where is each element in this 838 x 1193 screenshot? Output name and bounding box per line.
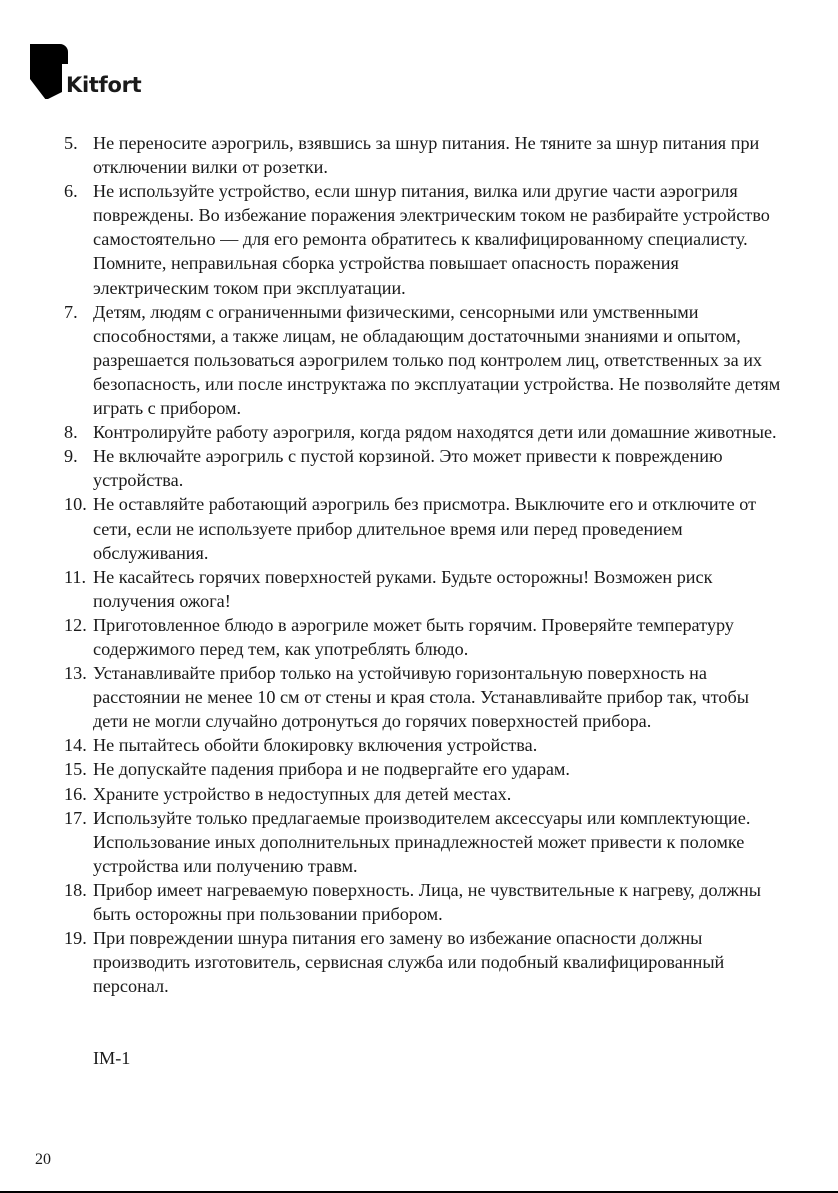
- item-number: 10.: [64, 494, 87, 515]
- list-item: [64, 926, 784, 998]
- list-item: [64, 300, 784, 420]
- list-item: [64, 878, 784, 926]
- item-number: 9.: [64, 446, 78, 467]
- list-item: [64, 806, 784, 878]
- item-text: Не пытайтесь обойти блокировку включения устройства.: [93, 735, 538, 756]
- kitfort-logo: [30, 44, 150, 104]
- list-item: [64, 782, 784, 806]
- item-text: При повреждении шнура питания его замену во избежание опасности должны производить изготовитель, сервисная служба или подобный квалифицированный персонал.: [93, 928, 725, 997]
- item-text: Прибор имеет нагреваемую поверхность. Лица, не чувствительные к нагреву, должны быть осторожны при пользовании прибором.: [93, 879, 761, 924]
- item-text: Не переносите аэрогриль, взявшись за шнур питания. Не тяните за шнур питания при отключении вилки от розетки.: [93, 133, 760, 178]
- item-number: 13.: [64, 663, 87, 684]
- item-number: 19.: [64, 928, 87, 949]
- list-item: [64, 420, 784, 444]
- item-text: Не включайте аэрогриль с пустой корзиной. Это может привести к повреждению устройства.: [93, 446, 723, 491]
- item-text: Не оставляйте работающий аэрогриль без присмотра. Выключите его и отключите от сети, если не используете прибор длительное время или перед проведением обслуживания.: [93, 494, 757, 563]
- list-item: [64, 733, 784, 757]
- item-number: 6.: [64, 181, 78, 202]
- list-item: [64, 131, 784, 179]
- item-number: 7.: [64, 301, 78, 322]
- item-text: Устанавливайте прибор только на устойчивую горизонтальную поверхность на расстоянии не менее 10 см от стены и края стола. Устанавливайте прибор так, чтобы дети не могли случайно дотронуться до горячих поверхностей прибора.: [93, 663, 749, 732]
- list-item: [64, 492, 784, 564]
- list-item: [64, 179, 784, 299]
- list-item: [64, 444, 784, 492]
- page-number: 20: [35, 1151, 51, 1168]
- brand-name: Kitfort: [66, 73, 142, 97]
- kitfort-bookmark-logo-icon: [30, 44, 70, 99]
- item-number: 12.: [64, 614, 87, 635]
- list-item: [64, 757, 784, 781]
- item-text: Приготовленное блюдо в аэрогриле может быть горячим. Проверяйте температуру содержимого перед тем, как употреблять блюдо.: [93, 614, 734, 659]
- item-text: Не допускайте падения прибора и не подвергайте его ударам.: [93, 759, 570, 780]
- item-text: Храните устройство в недоступных для детей местах.: [93, 783, 512, 804]
- item-number: 14.: [64, 735, 87, 756]
- item-number: 11.: [64, 566, 87, 587]
- item-number: 5.: [64, 133, 78, 153]
- list-item: [64, 613, 784, 661]
- item-text: Детям, людям с ограниченными физическими, сенсорными или умственными способностями, а также лицам, не обладающим достаточными знаниями и опытом, разрешается пользоваться аэрогрилем только под контролем лиц, ответственных за их безопасность, или после инструктажа по эксплуатации устройства. Не позволяйте детям играть с прибором.: [93, 301, 781, 419]
- list-item: [64, 565, 784, 613]
- item-number: 8.: [64, 422, 78, 443]
- list-item: [64, 661, 784, 733]
- instructions-list: [64, 131, 784, 998]
- item-text: Не используйте устройство, если шнур питания, вилка или другие части аэрогриля повреждены. Во избежание поражения электрическим током не разбирайте устройство самостоятельно — для его ремонта обратитесь к квалифицированному специалисту. Помните, неправильная сборка устройства повышает опасность поражения электрическим током при эксплуатации.: [93, 181, 770, 298]
- item-number: 18.: [64, 879, 87, 900]
- item-number: 16.: [64, 783, 87, 804]
- item-number: 15.: [64, 759, 87, 780]
- model-code: IM-1: [93, 1048, 131, 1068]
- item-text: Не касайтесь горячих поверхностей руками. Будьте осторожны! Возможен риск получения ожога!: [93, 566, 713, 611]
- item-text: Используйте только предлагаемые производителем аксессуары или комплектующие. Использование иных дополнительных принадлежностей может привести к поломке устройства или получению травм.: [93, 807, 751, 876]
- item-number: 17.: [64, 807, 87, 828]
- item-text: Контролируйте работу аэрогриля, когда рядом находятся дети или домашние животные.: [93, 422, 777, 443]
